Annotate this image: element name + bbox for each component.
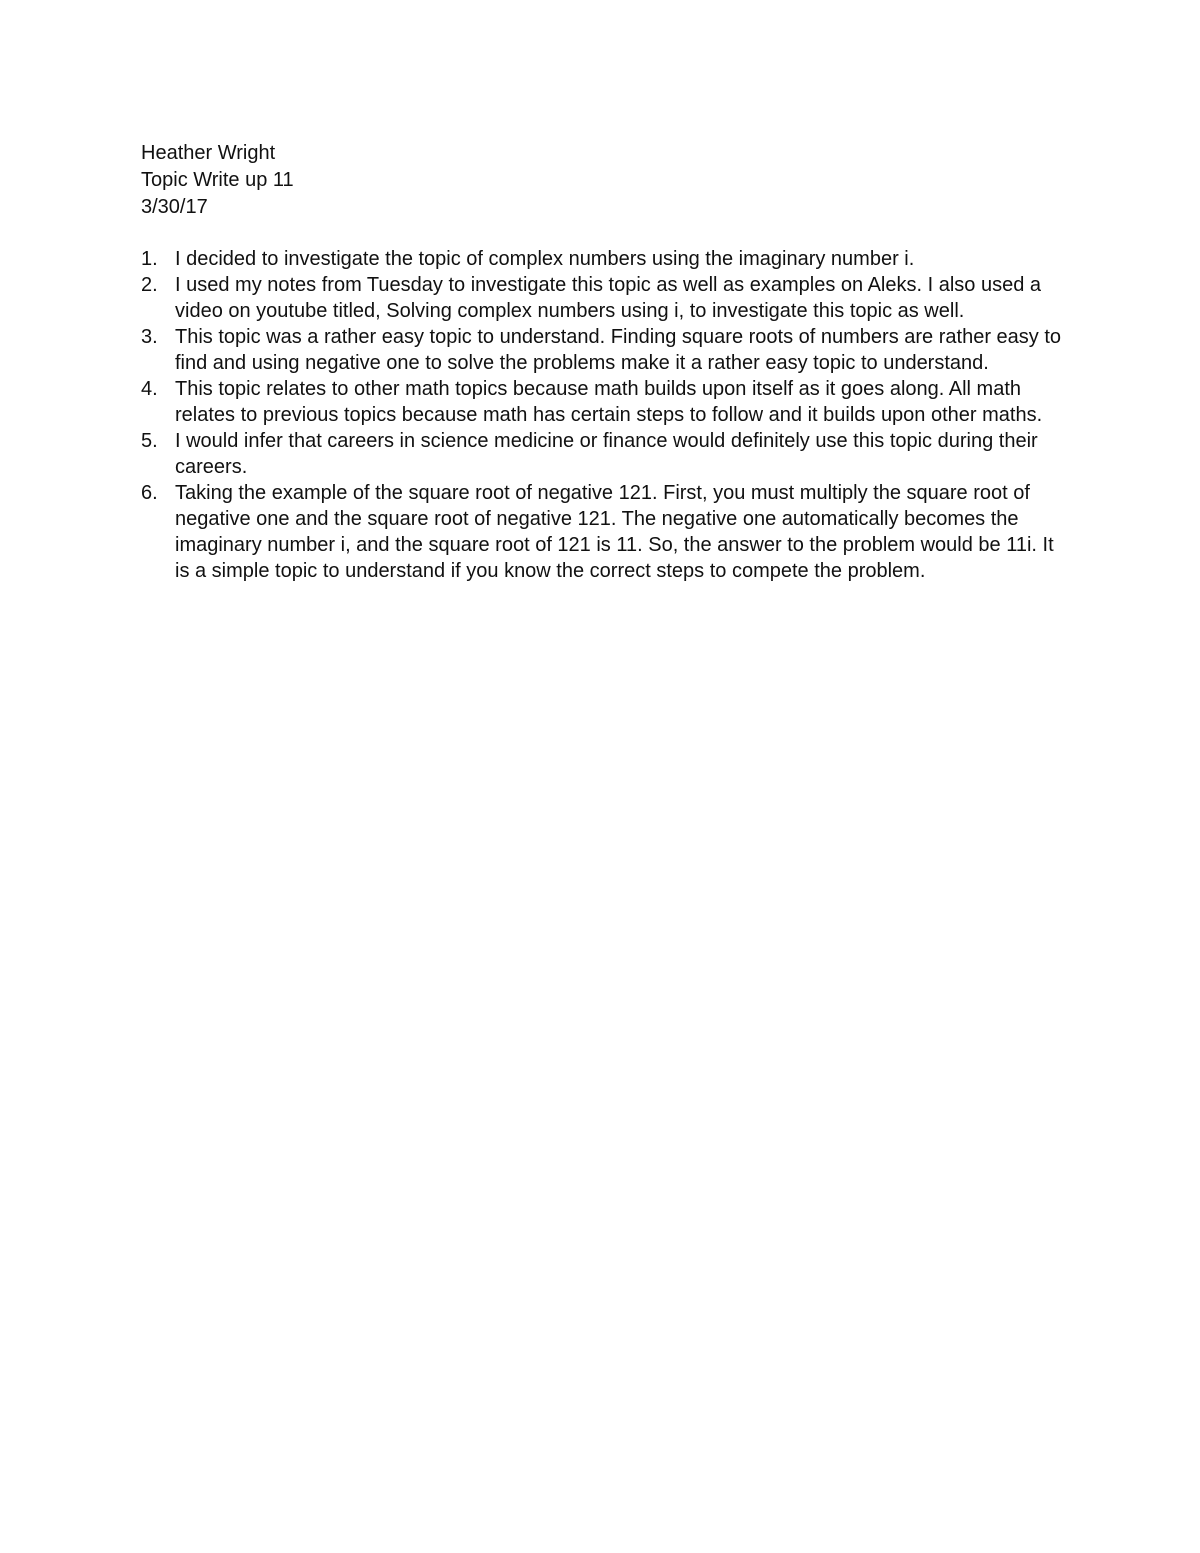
assignment-title: Topic Write up 11 (141, 169, 294, 191)
author-name: Heather Wright (141, 142, 276, 164)
list-item (141, 480, 1071, 584)
list-item (141, 324, 1071, 376)
list-item (141, 246, 1071, 272)
list-item-number: 6. (141, 482, 158, 504)
list-item-number: 2. (141, 274, 158, 296)
list-item-text: Taking the example of the square root of negative 121. First, you must multiply the square root of negative one and the square root of negative 121. The negative one automatically becomes the imaginary number i, and the square root of 121 is 11. So, the answer to the problem would be 11i. It is a simple topic to understand if you know the correct steps to compete the problem. (175, 482, 1054, 582)
list-item-text: I would infer that careers in science medicine or finance would definitely use this topic during their careers. (175, 430, 1038, 478)
list-item-text: This topic was a rather easy topic to understand. Finding square roots of numbers are rather easy to find and using negative one to solve the problems make it a rather easy topic to understand. (175, 326, 1062, 374)
list-item (141, 272, 1071, 324)
numbered-list (141, 246, 1071, 584)
list-item-text: I decided to investigate the topic of complex numbers using the imaginary number i. (175, 248, 915, 270)
document-header (141, 140, 1071, 221)
list-item (141, 428, 1071, 480)
list-item (141, 376, 1071, 428)
list-item-number: 4. (141, 378, 158, 400)
list-item-text: This topic relates to other math topics because math builds upon itself as it goes along. All math relates to previous topics because math has certain steps to follow and it builds upon other maths. (175, 378, 1043, 426)
list-item-text: I used my notes from Tuesday to investigate this topic as well as examples on Aleks. I also used a video on youtube titled, Solving complex numbers using i, to investigate this topic as well. (175, 274, 1041, 322)
list-item-number: 5. (141, 430, 158, 452)
list-item-number: 1. (141, 248, 158, 270)
document-date: 3/30/17 (141, 196, 208, 218)
list-item-number: 3. (141, 326, 158, 348)
